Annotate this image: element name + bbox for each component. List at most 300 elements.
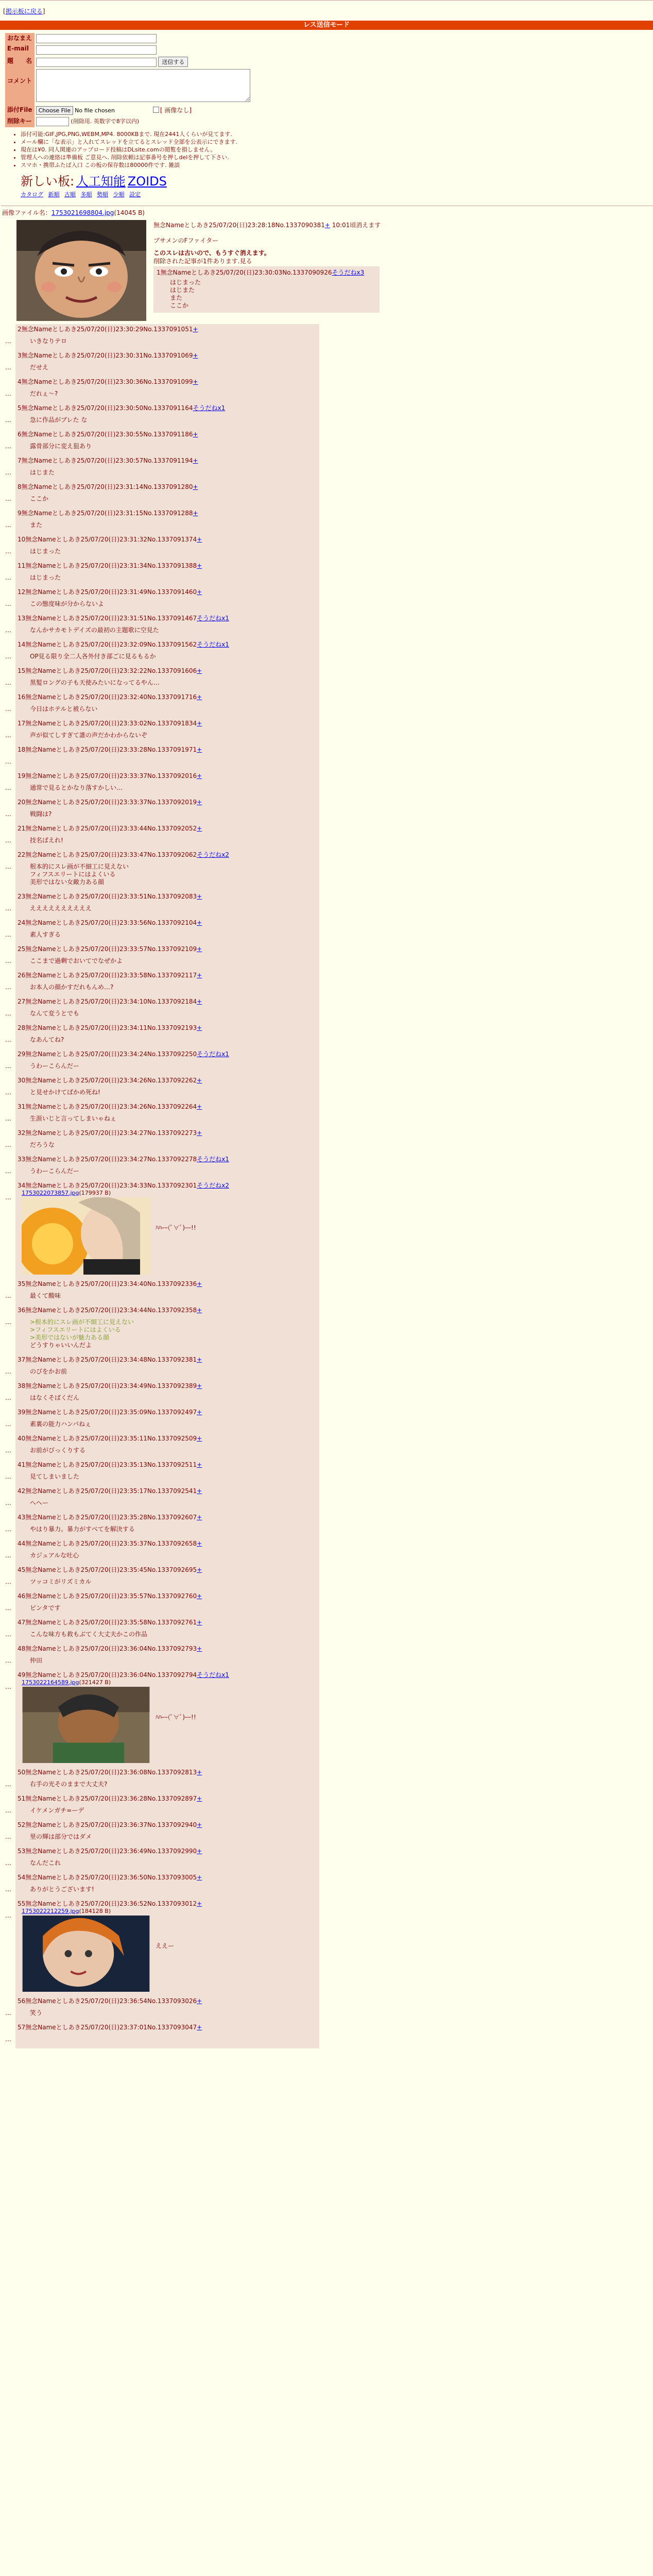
reply-header bbox=[18, 1461, 317, 1469]
reply-19 bbox=[15, 771, 319, 797]
sod-button[interactable]: + bbox=[197, 667, 202, 674]
reply-header bbox=[18, 456, 317, 465]
reply-header bbox=[18, 325, 317, 333]
reply-row bbox=[5, 918, 653, 944]
reply-line: 里の輝は部分ではダメ bbox=[30, 1833, 92, 1840]
reply-meta: 無念Nameとしあき25/07/20(日)23:32:40No.1337091716 bbox=[25, 693, 197, 701]
reply-meta: 無念Nameとしあき25/07/20(日)23:30:31No.1337091069 bbox=[21, 352, 193, 359]
sod-button[interactable]: + bbox=[197, 972, 202, 979]
reply-dash: … bbox=[5, 1036, 11, 1043]
reply-row bbox=[5, 429, 653, 455]
reply-line: ありがとうございます! bbox=[30, 1886, 94, 1893]
top-nav bbox=[0, 1, 653, 19]
sod-button[interactable]: + bbox=[193, 326, 198, 333]
reply-meta: 無念Nameとしあき25/07/20(日)23:36:08No.1337092813 bbox=[25, 1769, 197, 1776]
sod-button[interactable]: + bbox=[197, 1307, 202, 1314]
sort-momentum-link[interactable]: 勢順 bbox=[97, 191, 108, 198]
op-body bbox=[153, 221, 381, 313]
reply-file-link[interactable]: 1753022073857.jpg bbox=[22, 1190, 79, 1196]
reply-body bbox=[30, 1318, 317, 1349]
settings-link[interactable]: 設定 bbox=[129, 191, 141, 198]
email-input[interactable] bbox=[36, 45, 157, 55]
sod-button[interactable]: そうだねx1 bbox=[197, 1050, 229, 1058]
reply-line: どうすりゃいいんだよ bbox=[30, 1342, 92, 1349]
reply-40 bbox=[15, 1433, 319, 1460]
sod-button[interactable]: + bbox=[197, 1435, 202, 1442]
reply-10 bbox=[15, 534, 319, 561]
reply-dash: … bbox=[5, 1552, 11, 1559]
reply-meta: 無念Nameとしあき25/07/20(日)23:34:44No.1337092358 bbox=[25, 1307, 197, 1314]
reply-header bbox=[18, 1513, 317, 1521]
reply-dash: … bbox=[5, 495, 11, 502]
reply-body bbox=[30, 1886, 317, 1893]
reply-meta: 無念Nameとしあき25/07/20(日)23:31:51No.1337091467 bbox=[25, 615, 197, 622]
sod-button[interactable]: + bbox=[197, 746, 202, 753]
reply-body bbox=[30, 1833, 317, 1841]
reply-17 bbox=[15, 718, 319, 744]
sod-button[interactable]: + bbox=[197, 1592, 202, 1600]
reply-number: 26 bbox=[18, 972, 26, 979]
reply-body bbox=[30, 810, 317, 818]
sod-button[interactable]: + bbox=[197, 919, 202, 926]
reply-thumbnail[interactable] bbox=[22, 1687, 150, 1763]
quote-line: >フィフスエリートにはよくいる bbox=[30, 1326, 121, 1333]
choose-file-button[interactable]: Choose File bbox=[36, 106, 74, 115]
op-thumbnail[interactable] bbox=[16, 220, 146, 321]
reply-row bbox=[5, 561, 653, 587]
reply-header bbox=[18, 1539, 317, 1548]
sod-button[interactable]: + bbox=[193, 378, 198, 385]
reply-number: 5 bbox=[18, 404, 22, 412]
reply-row bbox=[5, 823, 653, 850]
comment-label: コメント bbox=[5, 68, 35, 105]
reply-dash: … bbox=[5, 1447, 11, 1454]
reply-body bbox=[30, 1420, 317, 1428]
reply-line: OP見る限り全二人各外付き部ごに見るもるか bbox=[30, 653, 156, 660]
sod-button[interactable]: + bbox=[193, 352, 198, 359]
sod-button[interactable]: + bbox=[193, 431, 198, 438]
reply-number: 23 bbox=[18, 893, 26, 900]
reply-body bbox=[30, 469, 317, 477]
quote-line: >根本的にスレ画が不細工に見えない bbox=[30, 1318, 134, 1326]
catalog-link[interactable]: カタログ bbox=[21, 191, 43, 198]
reply-dash: … bbox=[5, 837, 11, 844]
reply-thumbnail[interactable] bbox=[22, 1916, 150, 1992]
sod-button[interactable]: + bbox=[197, 1129, 202, 1137]
rules-list bbox=[13, 130, 653, 169]
sod-button[interactable]: + bbox=[197, 693, 202, 701]
reply-body bbox=[30, 443, 317, 450]
reply-meta: 無念Nameとしあき25/07/20(日)23:34:10No.1337092184 bbox=[25, 998, 197, 1005]
sod-button[interactable]: + bbox=[197, 1997, 202, 2005]
reply-row bbox=[5, 1793, 653, 1820]
back-to-board-link[interactable]: 掲示板に戻る bbox=[5, 8, 43, 15]
sod-button[interactable]: + bbox=[197, 1619, 202, 1626]
reply-dash: … bbox=[5, 1526, 11, 1533]
reply-body bbox=[30, 1368, 317, 1376]
reply-dash: … bbox=[5, 574, 11, 581]
noimage-option[interactable] bbox=[153, 107, 192, 114]
reply-meta: 無念Nameとしあき25/07/20(日)23:34:49No.1337092389 bbox=[25, 1382, 197, 1389]
reply-number: 14 bbox=[18, 641, 26, 648]
reply-number: 46 bbox=[18, 1592, 26, 1600]
reply-number: 52 bbox=[18, 1821, 26, 1828]
reply-body bbox=[30, 495, 317, 503]
reply-number: 9 bbox=[18, 510, 22, 517]
reply-meta: 無念Nameとしあき25/07/20(日)23:30:36No.1337091099 bbox=[21, 378, 193, 385]
reply-51 bbox=[15, 1793, 319, 1820]
reply-meta: 無念Nameとしあき25/07/20(日)23:34:26No.1337092264 bbox=[25, 1103, 197, 1110]
reply-header bbox=[18, 997, 317, 1006]
reply-line bbox=[30, 2036, 317, 2043]
reply-meta: 無念Nameとしあき25/07/20(日)23:30:29No.1337091051 bbox=[21, 326, 193, 333]
sod-button[interactable]: + bbox=[197, 799, 202, 806]
reply-54 bbox=[15, 1872, 319, 1899]
reply-row bbox=[5, 1996, 653, 2022]
reply-meta: 無念Nameとしあき25/07/20(日)23:33:56No.1337092104 bbox=[25, 919, 197, 926]
reply-body bbox=[30, 758, 317, 766]
reply-file-link[interactable]: 1753022164589.jpg bbox=[22, 1679, 79, 1686]
quote-line: >美形ではないが魅力ある顔 bbox=[30, 1334, 110, 1341]
reply-meta: 無念Nameとしあき25/07/20(日)23:30:57No.1337091194 bbox=[21, 457, 193, 464]
sod-button[interactable]: そうだねx1 bbox=[197, 1156, 229, 1163]
reply-meta: 無念Nameとしあき25/07/20(日)23:33:44No.1337092052 bbox=[25, 825, 197, 832]
new-board-link-zoids[interactable]: ZOIDS bbox=[127, 174, 167, 189]
reply-14 bbox=[15, 639, 319, 666]
name-input[interactable] bbox=[36, 34, 157, 43]
reply-number: 48 bbox=[18, 1645, 26, 1652]
reply-dash: … bbox=[5, 810, 11, 818]
reply-number: 13 bbox=[18, 615, 26, 622]
reply-number: 35 bbox=[18, 1280, 26, 1287]
noimage-checkbox[interactable] bbox=[153, 107, 159, 113]
reply-row bbox=[5, 797, 653, 823]
reply-row bbox=[5, 1617, 653, 1643]
sod-button[interactable]: + bbox=[197, 2024, 202, 2031]
sod-button[interactable]: そうだねx1 bbox=[197, 641, 229, 648]
reply-56 bbox=[15, 1996, 319, 2022]
email-label: E-mail bbox=[5, 44, 35, 56]
reply-number: 39 bbox=[18, 1409, 26, 1416]
reply-49 bbox=[15, 1670, 319, 1767]
reply-dash: … bbox=[5, 390, 11, 397]
reply-line: と見せかけてばかめ死ね! bbox=[30, 1089, 100, 1096]
reply-header bbox=[18, 1592, 317, 1600]
reply-header bbox=[18, 945, 317, 953]
reply-file-link[interactable]: 1753022212259.jpg bbox=[22, 1908, 79, 1914]
sod-button[interactable]: + bbox=[197, 1645, 202, 1652]
sod-button[interactable]: + bbox=[197, 1848, 202, 1855]
rule-item: • メール欄に「な表示」と入れてスレッドを立てるとスレッド全部を公表示にできます. bbox=[21, 138, 653, 146]
reply-body bbox=[30, 653, 317, 660]
reply-line: なんかサカモトデイズの最初の主題歌に空見た bbox=[30, 626, 159, 634]
reply-number: 21 bbox=[18, 825, 26, 832]
reply-body bbox=[30, 1657, 317, 1665]
subject-input[interactable] bbox=[36, 58, 157, 67]
reply-line: 根本的にスレ画が不細工に見えない bbox=[30, 863, 129, 870]
reply-number: 18 bbox=[18, 746, 26, 753]
reply-header bbox=[18, 1103, 317, 1111]
comment-textarea[interactable] bbox=[36, 69, 250, 102]
reply-number: 25 bbox=[18, 945, 26, 953]
sod-button[interactable]: + bbox=[197, 720, 202, 727]
reply-image[interactable] bbox=[22, 1687, 150, 1763]
deleted-notice[interactable]: 削除された記事が1件あります.見る bbox=[153, 258, 252, 265]
reply-body bbox=[30, 1552, 317, 1560]
reply-header bbox=[18, 1873, 317, 1882]
reply-header bbox=[18, 745, 317, 754]
reply-line: 見てしまいました bbox=[30, 1473, 80, 1480]
reply-header bbox=[18, 614, 317, 622]
reply-55 bbox=[15, 1899, 319, 1996]
reply-row bbox=[5, 944, 653, 970]
reply-header bbox=[18, 1821, 317, 1829]
reply-header bbox=[18, 892, 317, 901]
reply-15 bbox=[15, 666, 319, 692]
reply-body bbox=[30, 957, 317, 965]
reply-row bbox=[5, 1279, 653, 1305]
reply-row bbox=[5, 1872, 653, 1899]
reply-number: 15 bbox=[18, 667, 26, 674]
sod-button[interactable]: + bbox=[197, 1874, 202, 1881]
reply-row bbox=[5, 2022, 653, 2048]
rule-item: • 管理人への連絡は準備板 ご意見へ. 削除依頼は記事番号を押しdelを押して下さい. bbox=[21, 154, 653, 161]
name-label: おなまえ bbox=[5, 33, 35, 44]
reply-line: カジュアルな吐心 bbox=[30, 1552, 79, 1559]
reply-row bbox=[5, 455, 653, 482]
op-file-link[interactable]: 1753021698804.jpg bbox=[51, 209, 114, 216]
reply-row bbox=[5, 1075, 653, 1101]
reply-number: 49 bbox=[18, 1671, 26, 1679]
reply-dash: … bbox=[5, 1473, 11, 1480]
reply-header bbox=[18, 1645, 317, 1653]
sod-button[interactable]: そうだねx3 bbox=[332, 269, 365, 276]
reply-dash: … bbox=[5, 1089, 11, 1096]
reply-body bbox=[30, 600, 317, 608]
rule-item: • 添付可能:GIF,JPG,PNG,WEBM,MP4. 8000KBまで. 現在2441人くらいが見てます. bbox=[21, 130, 653, 138]
reply-body bbox=[30, 1089, 317, 1096]
sod-button[interactable]: + bbox=[324, 222, 330, 229]
reply-number: 50 bbox=[18, 1769, 26, 1776]
reply-header bbox=[18, 1355, 317, 1364]
reply-number: 12 bbox=[18, 588, 26, 596]
sod-button[interactable]: + bbox=[197, 588, 202, 596]
reply-number: 38 bbox=[18, 1382, 26, 1389]
reply-meta: 無念Nameとしあき25/07/20(日)23:34:33No.1337092301 bbox=[25, 1182, 197, 1189]
sod-button[interactable]: そうだねx1 bbox=[197, 615, 229, 622]
reply-row bbox=[5, 1407, 653, 1433]
sod-button[interactable]: + bbox=[197, 1821, 202, 1828]
delkey-label: 削除キー bbox=[5, 116, 35, 127]
reply-dash: … bbox=[5, 905, 11, 912]
sod-button[interactable]: + bbox=[197, 1795, 202, 1802]
reply-line: お本人の顔かすだれもんめ…? bbox=[30, 984, 114, 991]
reply-image[interactable] bbox=[22, 1197, 150, 1275]
sod-button[interactable]: + bbox=[193, 510, 198, 517]
sod-button[interactable]: + bbox=[197, 1487, 202, 1495]
reply-number: 19 bbox=[18, 772, 26, 779]
sod-button[interactable]: + bbox=[197, 772, 202, 779]
sod-button[interactable]: + bbox=[197, 1077, 202, 1084]
reply-body bbox=[30, 1781, 317, 1788]
sort-old-link[interactable]: 古順 bbox=[64, 191, 76, 198]
reply-body bbox=[30, 905, 317, 912]
reply-27 bbox=[15, 996, 319, 1023]
op-file-line bbox=[2, 208, 653, 217]
reply-body bbox=[30, 863, 317, 886]
reply-meta: 無念Nameとしあき25/07/20(日)23:31:32No.1337091374 bbox=[25, 536, 197, 543]
reply-line: 笑う bbox=[30, 2009, 43, 2016]
sod-button[interactable]: そうだねx1 bbox=[197, 1671, 229, 1679]
reply-body bbox=[30, 984, 317, 991]
new-board-prefix: 新しい板: bbox=[21, 174, 75, 189]
sod-button[interactable]: + bbox=[197, 893, 202, 900]
reply-meta: 無念Nameとしあき25/07/20(日)23:34:26No.1337092262 bbox=[25, 1077, 197, 1084]
sod-button[interactable]: + bbox=[197, 1769, 202, 1776]
file-status: No file chosen bbox=[75, 107, 115, 114]
reply-body bbox=[30, 1526, 317, 1533]
reply-26 bbox=[15, 970, 319, 996]
reply-43 bbox=[15, 1512, 319, 1538]
op-subject: ブサメンのFファイター bbox=[153, 237, 219, 244]
reply-meta: 無念Nameとしあき25/07/20(日)23:33:02No.1337091834 bbox=[25, 720, 197, 727]
reply-line: ピンタです bbox=[30, 1604, 61, 1612]
reply-file-line bbox=[22, 1908, 317, 1914]
reply-dash: … bbox=[5, 1499, 11, 1506]
reply-number: 7 bbox=[18, 457, 22, 464]
reply-line: うわーこらんだー bbox=[30, 1167, 80, 1175]
reply-dash: … bbox=[5, 337, 11, 345]
sod-button[interactable]: + bbox=[197, 945, 202, 953]
reply-line: ええええええええええ bbox=[30, 905, 92, 912]
reply-meta: 無念Nameとしあき25/07/20(日)23:35:13No.1337092511 bbox=[25, 1461, 197, 1468]
reply-header bbox=[18, 404, 317, 412]
sod-button[interactable]: + bbox=[197, 562, 202, 569]
sort-new-link[interactable]: 新順 bbox=[48, 191, 60, 198]
reply-25 bbox=[15, 944, 319, 970]
reply-image[interactable] bbox=[22, 1916, 150, 1992]
reply-34-container bbox=[1, 1180, 653, 1279]
new-board-link-ai[interactable]: 人工知能 bbox=[76, 174, 126, 189]
sod-button[interactable]: + bbox=[197, 1382, 202, 1389]
reply-dash: … bbox=[5, 600, 11, 607]
reply-23 bbox=[15, 891, 319, 918]
reply-line: なんて変うとでも bbox=[30, 1010, 80, 1017]
reply-thumbnail[interactable] bbox=[22, 1197, 150, 1275]
sod-button[interactable]: + bbox=[197, 1280, 202, 1287]
sod-button[interactable]: + bbox=[193, 483, 198, 490]
reply-dash: … bbox=[5, 2036, 11, 2043]
reply-body bbox=[30, 679, 317, 687]
reply-body bbox=[30, 1499, 317, 1507]
reply-31 bbox=[15, 1101, 319, 1128]
reply-body bbox=[30, 337, 317, 345]
reply-meta: 無念Nameとしあき25/07/20(日)23:36:28No.1337092897 bbox=[25, 1795, 197, 1802]
sod-button[interactable]: + bbox=[197, 825, 202, 832]
reply-row bbox=[5, 1354, 653, 1381]
reply-line: 急に作品がブレた な bbox=[30, 416, 88, 423]
reply-row bbox=[5, 1101, 653, 1128]
sod-button[interactable]: そうだねx2 bbox=[197, 851, 229, 858]
reply-dash: … bbox=[5, 1194, 11, 1201]
reply-header bbox=[18, 1280, 317, 1288]
reply-line: のびをかお前 bbox=[30, 1368, 67, 1375]
reply-row bbox=[5, 1670, 653, 1767]
sod-button[interactable]: + bbox=[197, 1900, 202, 1907]
sod-button[interactable]: + bbox=[197, 1103, 202, 1110]
sort-few-link[interactable]: 少順 bbox=[113, 191, 125, 198]
file-label: 添付File bbox=[5, 105, 35, 116]
delkey-input[interactable] bbox=[36, 117, 69, 126]
reply-body bbox=[30, 574, 317, 582]
reply-dash: … bbox=[5, 1683, 11, 1690]
sod-button[interactable]: + bbox=[197, 1514, 202, 1521]
reply-line: 右手の光そのままで大丈夫? bbox=[30, 1781, 108, 1788]
post-form bbox=[5, 33, 252, 127]
op-expiry: 10:01頃消えます bbox=[332, 222, 381, 229]
reply-header bbox=[18, 693, 317, 701]
reply-dash: … bbox=[5, 1859, 11, 1867]
sod-button[interactable]: そうだねx1 bbox=[193, 404, 226, 412]
reply-row bbox=[5, 692, 653, 718]
reply-header bbox=[18, 430, 317, 438]
reply-meta: 無念Nameとしあき25/07/20(日)23:34:11No.1337092193 bbox=[25, 1024, 197, 1031]
reply-line: また bbox=[30, 521, 43, 529]
sod-button[interactable]: + bbox=[197, 1461, 202, 1468]
sod-button[interactable]: + bbox=[197, 1409, 202, 1416]
reply-row bbox=[5, 891, 653, 918]
submit-button[interactable]: 送信する bbox=[158, 57, 188, 67]
reply-number: 22 bbox=[18, 851, 26, 858]
reply-number: 55 bbox=[18, 1900, 26, 1907]
reply-row bbox=[5, 1591, 653, 1617]
reply-row bbox=[5, 403, 653, 429]
sod-button[interactable]: + bbox=[197, 1356, 202, 1363]
sort-many-link[interactable]: 多順 bbox=[80, 191, 92, 198]
sod-button[interactable]: そうだねx2 bbox=[197, 1182, 229, 1189]
sod-button[interactable]: + bbox=[193, 457, 198, 464]
reply-body bbox=[30, 548, 317, 555]
reply-row bbox=[5, 771, 653, 797]
reply-line: 仲田 bbox=[30, 1657, 43, 1664]
sod-button[interactable]: + bbox=[197, 1540, 202, 1547]
reply-meta: 無念Nameとしあき25/07/20(日)23:34:48No.1337092381 bbox=[25, 1356, 197, 1363]
reply-dash: … bbox=[5, 1886, 11, 1893]
reply-dash: … bbox=[5, 1604, 11, 1612]
delkey-note: (削除用. 英数字で8字以内) bbox=[71, 118, 139, 125]
reply-header bbox=[18, 667, 317, 675]
reply-number: 53 bbox=[18, 1848, 26, 1855]
reply-meta: 無念Nameとしあき25/07/20(日)23:35:09No.1337092497 bbox=[25, 1409, 197, 1416]
reply-row bbox=[5, 1154, 653, 1180]
reply-row bbox=[5, 718, 653, 744]
reply-header bbox=[18, 1618, 317, 1626]
sod-button[interactable]: + bbox=[197, 1024, 202, 1031]
reply-row bbox=[5, 1767, 653, 1793]
reply-44 bbox=[15, 1538, 319, 1565]
sod-button[interactable]: + bbox=[197, 1566, 202, 1573]
reply-meta: 無念Nameとしあき25/07/20(日)23:32:09No.1337091562 bbox=[25, 641, 197, 648]
reply-line: 技名ばえれ! bbox=[30, 837, 63, 844]
reply-body bbox=[30, 1167, 317, 1175]
reply-meta: 無念Nameとしあき25/07/20(日)23:36:04No.1337092793 bbox=[25, 1645, 197, 1652]
sod-button[interactable]: + bbox=[197, 998, 202, 1005]
reply-row bbox=[5, 666, 653, 692]
reply-row bbox=[5, 534, 653, 561]
reply-body bbox=[30, 626, 317, 634]
reply-header bbox=[18, 1155, 317, 1163]
sod-button[interactable]: + bbox=[197, 536, 202, 543]
